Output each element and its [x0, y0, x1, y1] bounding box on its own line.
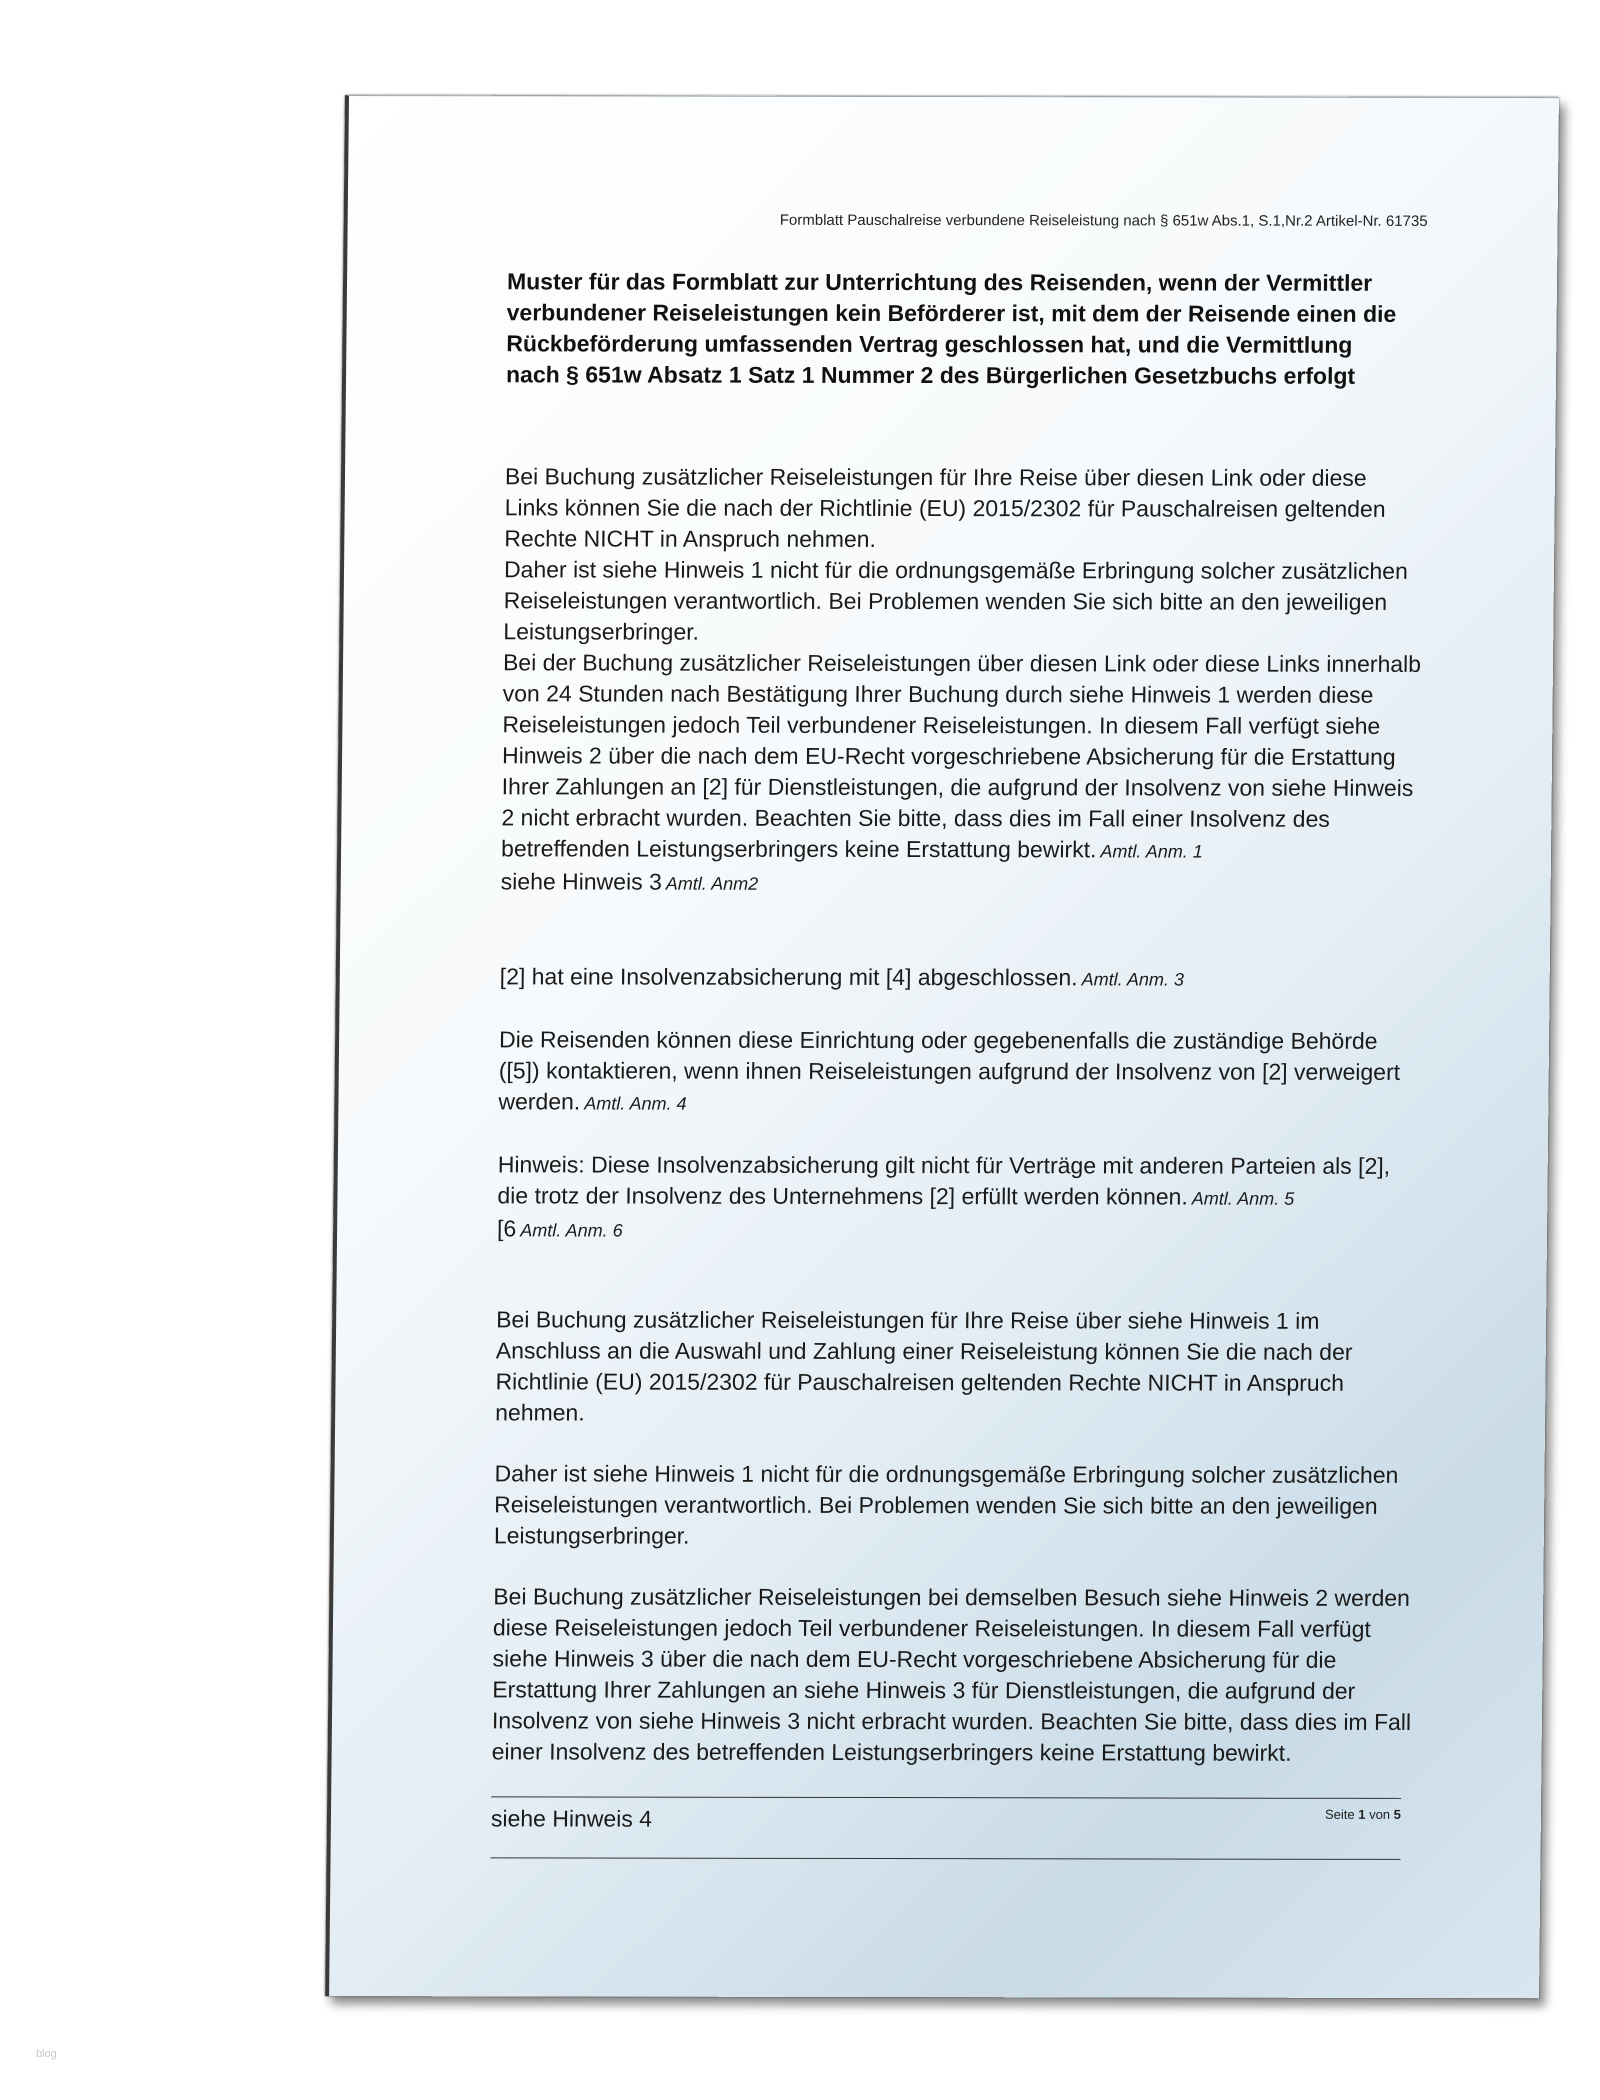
paragraph-text: [2] hat eine Insolvenzabsicherung mit [4] abgeschlossen. — [499, 963, 1078, 991]
document-title: Muster für das Formblatt zur Unterrichtung des Reisenden, wenn der Vermittler verbundener Reiseleistungen kein Beförderer ist, mit dem der Reisende einen die Rückbeförderung umfassenden Vertrag geschlossen hat, und die Vermittlung nach § 651w Absatz 1 Satz 1 Nummer 2 des Bürgerlichen Gesetzbuchs erfolgt — [505, 268, 1397, 389]
paragraph — [498, 1024, 1419, 1121]
paragraph: Bei Buchung zusätzlicher Reiseleistungen für Ihre Reise über siehe Hinweis 1 im Anschluss an die Auswahl und Zahlung einer Reiseleistung können Sie die nach der Richtlinie (EU) 2015/2302 für Pauschalreisen geltenden Rechte NICHT in Anspruch nehmen. — [495, 1306, 1353, 1426]
page-total: 5 — [1393, 1806, 1402, 1822]
spacer — [499, 994, 1419, 1026]
footnote-ref: Amtl. Anm. 1 — [1100, 841, 1203, 862]
footer-note: siehe Hinweis 4 — [490, 1805, 653, 1832]
paragraph: Daher ist siehe Hinweis 1 nicht für die ordnungsgemäße Erbringung solcher zusätzlichen Reiseleistungen verantwortlich. Bei Problemen wenden Sie sich bitte an den jeweiligen Leistungserbringer. — [503, 556, 1408, 645]
footnote-ref: Amtl. Anm. 5 — [1191, 1188, 1295, 1209]
paragraph — [501, 866, 1421, 901]
paragraph — [500, 961, 1420, 996]
paragraph-text: Die Reisenden können diese Einrichtung oder gegebenenfalls die zuständige Behörde ([5]) kontaktieren, wenn ihnen Reiseleistungen aufgrund der Insolvenz von [2] verweigert werden. — [498, 1026, 1401, 1115]
paragraph — [497, 1213, 1417, 1248]
page-label: Seite — [1324, 1806, 1355, 1822]
paragraph — [497, 1149, 1418, 1215]
paragraph-text: Hinweis: Diese Insolvenzabsicherung gilt nicht für Verträge mit anderen Parteien als [2], die trotz der Insolvenz des Unternehmens [2] erfüllt werden können. — [497, 1151, 1391, 1210]
spacer — [498, 1119, 1418, 1151]
spacer — [500, 899, 1421, 963]
page-of-label: von — [1369, 1806, 1391, 1822]
document-page — [325, 95, 1559, 1998]
footnote-ref: Amtl. Anm2 — [665, 873, 759, 894]
paragraph: Bei Buchung zusätzlicher Reiseleistungen bei demselben Besuch siehe Hinweis 2 werden diese Reiseleistungen jedoch Teil verbundener Reiseleistungen. In diesem Fall verfügt siehe Hinweis 3 über die nach dem EU-Recht vorgeschriebene Absicherung für die Erstattung Ihrer Zahlungen an siehe Hinweis 3 für Dienstleistungen, die aufgrund der Insolvenz von siehe Hinweis 3 nicht erbracht wurden. Beachten Sie bitte, dass dies im Fall einer Insolvenz des betreffenden Leistungserbringers keine Erstattung bewirkt. — [491, 1583, 1412, 1766]
paragraph-text: siehe Hinweis 3 — [500, 868, 662, 895]
paragraph-text: Bei der Buchung zusätzlicher Reiseleistungen über diesen Link oder diese Links innerhalb von 24 Stunden nach Bestätigung Ihrer Buchung durch siehe Hinweis 1 werden diese Reiseleistungen jedoch Teil verbundener Reiseleistungen. In diesem Fall verfügt siehe Hinweis 2 über die nach dem EU-Recht vorgeschriebene Absicherung für die Erstattung Ihrer Zahlungen an [2] für Dienstleistungen, die aufgrund der Insolvenz von siehe Hinweis 2 nicht erbracht wurden. Beachten Sie bitte, dass dies im Fall einer Insolvenz des betreffenden Leistungserbringers keine Erstattung bewirkt. — [500, 649, 1422, 863]
document-body — [491, 461, 1425, 1769]
spacer — [495, 1428, 1415, 1460]
page-number — [1325, 1807, 1401, 1822]
paragraph: Bei Buchung zusätzlicher Reiseleistungen für Ihre Reise über diesen Link oder diese Links können Sie die nach der Richtlinie (EU) 2015/2302 für Pauschalreisen geltenden Rechte NICHT in Anspruch nehmen. — [504, 463, 1386, 552]
spacer — [493, 1551, 1413, 1583]
spacer — [496, 1246, 1417, 1306]
document-footer — [491, 1796, 1402, 1860]
footnote-ref: Amtl. Anm. 6 — [520, 1220, 623, 1241]
paragraph: Daher ist siehe Hinweis 1 nicht für die ordnungsgemäße Erbringung solcher zusätzlichen Reiseleistungen verantwortlich. Bei Problemen wenden Sie sich bitte an den jeweiligen Leistungserbringer. — [493, 1460, 1399, 1549]
watermark: blog — [36, 2048, 57, 2060]
paragraph-text: [6 — [496, 1215, 517, 1242]
footnote-ref: Amtl. Anm. 4 — [584, 1093, 687, 1114]
paragraph — [501, 647, 1423, 868]
footnote-ref: Amtl. Anm. 3 — [1081, 969, 1185, 990]
page-current: 1 — [1358, 1806, 1366, 1822]
document-header: Formblatt Pauschalreise verbundene Reiseleistung nach § 651w Abs.1, S.1,Nr.2 Artikel-Nr. 61735 — [779, 211, 1428, 230]
